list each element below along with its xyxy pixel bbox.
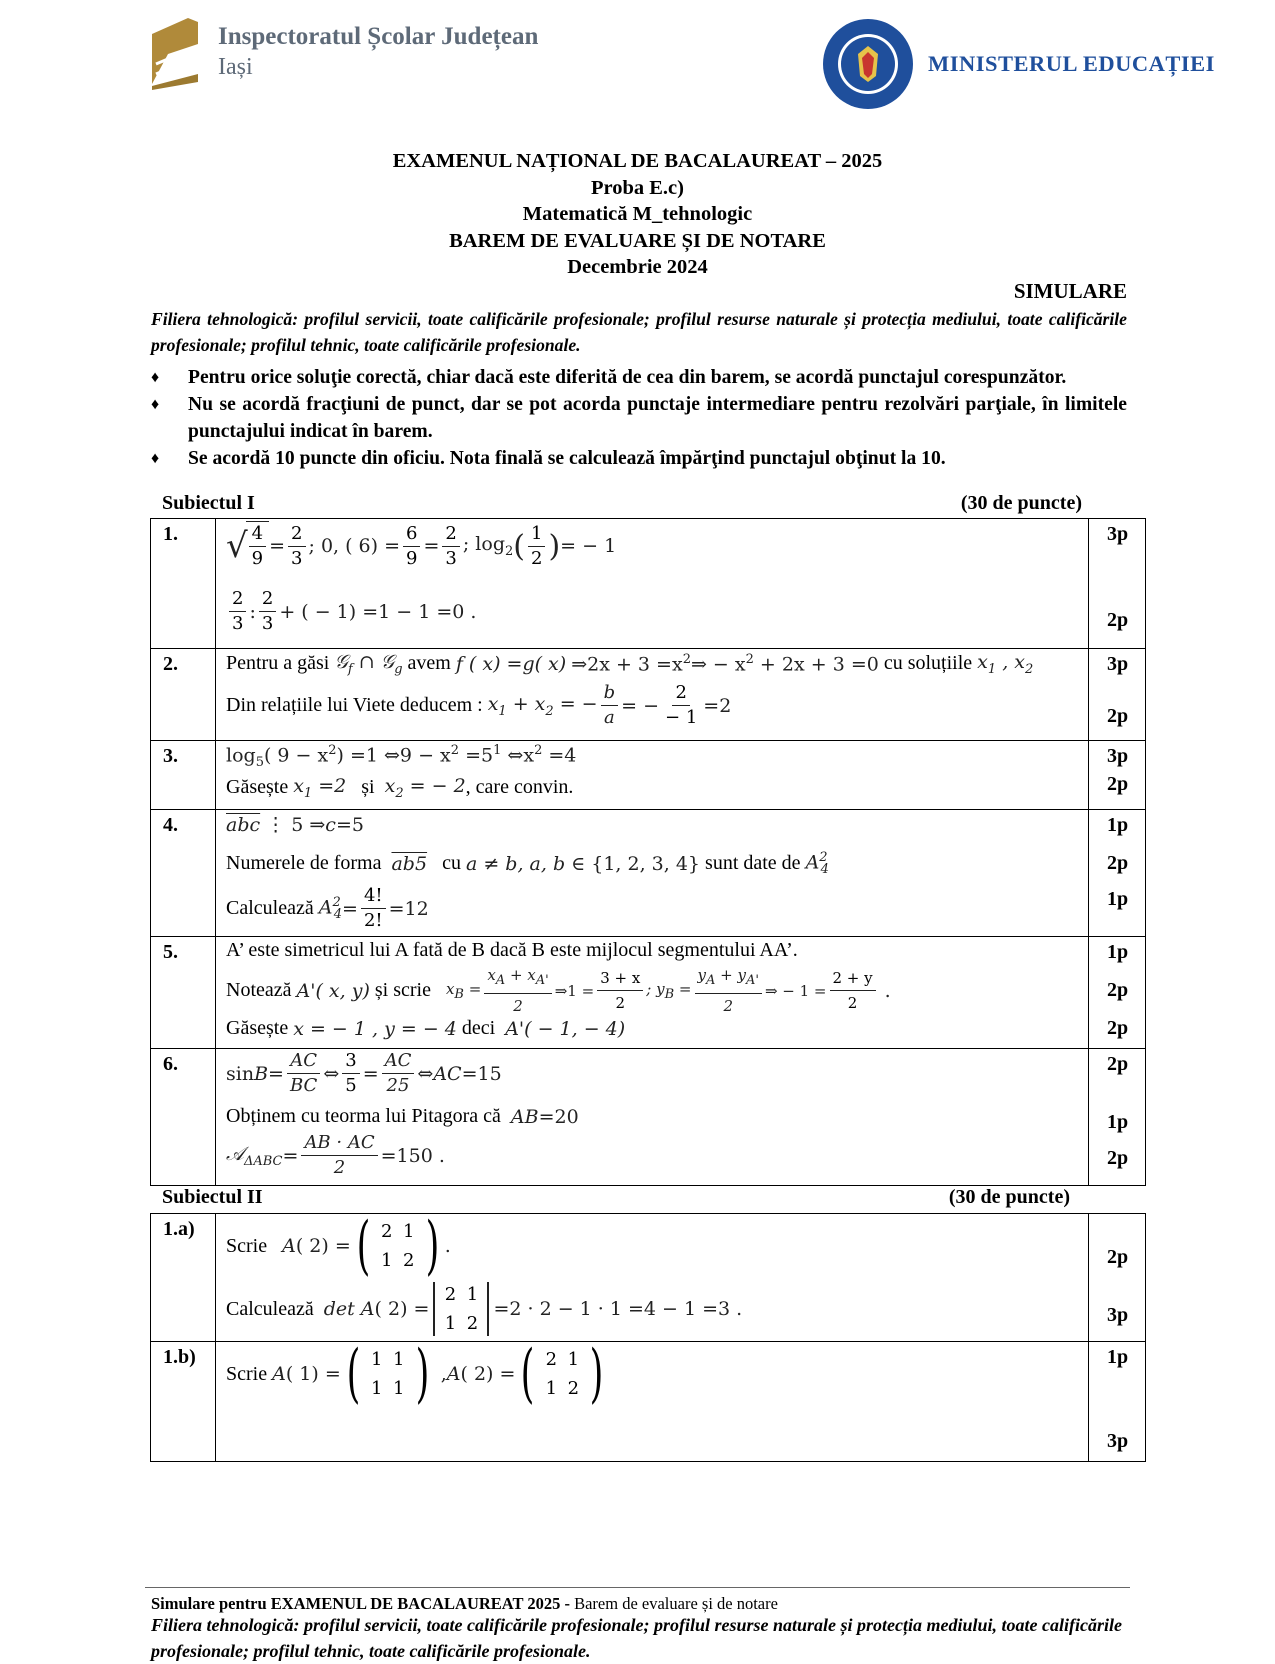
exam-probe: Proba E.c): [590, 176, 684, 199]
subject1-points: (30 de puncte): [960, 492, 1082, 514]
diamond-bullet-icon: ♦: [151, 369, 160, 386]
government-seal-icon: [822, 18, 914, 110]
formula-line: $\overline{abc}$ ⋮ 5 ⇒ c =5: [226, 814, 364, 836]
formula-line: Scrie A ( 2) = ( 2 1 1 2 ) .: [226, 1209, 451, 1283]
formula-line: Calculează det A ( 2) = 2 1 1 2 =2 · 2 − 1 · 1 =4 − 1 =3 .: [226, 1284, 743, 1334]
subject1-heading: [162, 492, 1082, 515]
table-row: [151, 741, 1146, 810]
formula-line: sin B = $\frac{AC}{BC}$ ⇔ $\frac{3}{5}$ = $\frac{AC}{25}$ ⇔ AC =15: [226, 1050, 502, 1096]
table-row: [151, 937, 1146, 1049]
item-number: 1.a): [151, 1214, 216, 1342]
formula-line: 𝒜$_{\Delta ABC}$ = $\frac{AB \cdot AC}{2}$ =150 .: [226, 1132, 445, 1178]
points-value: 1p: [1106, 888, 1129, 910]
footer-title: Simulare pentru EXAMENUL DE BACALAUREAT 2025 - Barem de evaluare și de notare: [151, 1594, 778, 1613]
diamond-bullet-icon: ♦: [151, 396, 160, 413]
points-value: 2p: [1106, 1017, 1129, 1039]
subject1-title: Subiectul I: [162, 492, 255, 514]
filiera-description: Filiera tehnologică: profilul servicii, toate calificările profesionale; profilul resurse naturale și protecția mediului, toate calificările profesionale; profilul tehnic, toate calificările profesionale.: [151, 309, 1127, 355]
exam-title-block: [0, 148, 1275, 281]
rule-item: ♦ Nu se acordă fracţiuni de punct, dar se pot acorda punctaje intermediare pentru rezolvări parţiale, în limitele punctajului indicat în barem.: [151, 391, 1127, 445]
exam-subject: Matematică M_tehnologic: [522, 203, 753, 225]
points-value: 2p: [1106, 773, 1129, 795]
subject2-table: [150, 1209, 1146, 1462]
exam-doc-type: BAREM DE EVALUARE ȘI DE NOTARE: [449, 229, 826, 252]
text-line: A’ este simetricul lui A fată de B dacă B este mijlocul segmentului AA’.: [226, 939, 798, 961]
subject2-points: (30 de puncte): [948, 1186, 1070, 1208]
table-row: [151, 810, 1146, 937]
formula-line: Găsește x = − 1 , y = − 4 deci A'( − 1, − 4): [226, 1017, 626, 1040]
subject2-heading: [162, 1186, 1070, 1209]
points-value: 1p: [1106, 1346, 1129, 1368]
isj-logo-icon: [148, 14, 202, 90]
formula-line: Din relațiile lui Viete deducem : $x_1 + x_2$ = − $\frac{b}{a}$ = − $\frac{2}{- 1}$ =2: [226, 682, 732, 728]
isj-name: Inspectoratul Școlar Județean: [218, 23, 539, 50]
table-row: [151, 519, 1146, 649]
points-value: 2p: [1106, 979, 1129, 1001]
item-number: 4.: [151, 810, 216, 937]
rule-item: ♦ Pentru orice soluţie corectă, chiar dacă este diferită de cea din barem, se acordă punctajul corespunzător.: [151, 364, 1127, 391]
points-value: 2p: [1106, 852, 1129, 874]
subject1-table: [150, 518, 1146, 1186]
points-value: 3p: [1106, 653, 1129, 675]
points-value: 1p: [1106, 941, 1129, 963]
points-value: 2p: [1106, 705, 1129, 727]
item-number: 5.: [151, 937, 216, 1049]
exam-date: Decembrie 2024: [567, 256, 708, 278]
rule-item: ♦ Se acordă 10 puncte din oficiu. Nota finală se calculează împărţind punctajul obţinut la 10.: [151, 445, 1127, 472]
formula-line: Pentru a găsi 𝒢$_f$ ∩ 𝒢$_g$ avem f ( x) =g( x) ⇒2x + $3 =x^2\Rightarrow - x^2 + 2x + 3 =0$ cu soluțiile $x_1$ , $x_2$: [226, 651, 1034, 677]
footer-divider: [145, 1587, 1130, 1588]
formula-line: Găsește $x_1 =2$ și $x_2$ = − 2 , care convin.: [226, 775, 574, 801]
formula-line: Calculează $A^2_4$ = $\frac{4!}{2!}$ =12: [226, 885, 429, 931]
points-value: 2p: [1106, 1053, 1129, 1075]
table-row: [151, 1214, 1146, 1342]
exam-title: EXAMENUL NAȚIONAL DE BACALAUREAT – 2025: [392, 150, 883, 172]
formula-line: Obținem cu teorma lui Pitagora că AB =20: [226, 1105, 579, 1128]
isj-header: [148, 14, 538, 90]
rules-list: [151, 364, 1127, 472]
diamond-bullet-icon: ♦: [151, 450, 160, 467]
ministry-header: [822, 18, 1215, 110]
isj-city: Iași: [218, 54, 253, 80]
table-row: [151, 649, 1146, 741]
ministry-name: MINISTERUL EDUCAȚIEI: [928, 51, 1215, 76]
item-number: 2.: [151, 649, 216, 741]
points-value: 2p: [1106, 1147, 1129, 1169]
subject2-title: Subiectul II: [162, 1186, 263, 1208]
points-value: 1p: [1106, 814, 1129, 836]
points-value: 2p: [1106, 609, 1129, 631]
table-row: [151, 1342, 1146, 1462]
formula-line: $\log_5$( $9 - x^2) =1$ ⇔9 − $x^2 =5^1$ $\Leftrightarrow x^2 =4$: [226, 743, 577, 771]
table-row: [151, 1049, 1146, 1186]
formula-line: $\frac{2}{3}$ : $\frac{2}{3}$ + ( − 1) =1 − 1 =0 .: [226, 587, 476, 636]
formula-line: Numerele de forma ab5 cu a ≠ b, a, b ∈ {1, 2, 3, 4} sunt date de $A^2_4$: [226, 850, 829, 878]
item-number: 3.: [151, 741, 216, 810]
footer-filiera: Filiera tehnologică: profilul servicii, toate calificările profesionale; profilul resurse naturale și protecția mediului, toate calificările profesionale; profilul tehnic, toate calificările profesionale.: [151, 1615, 1122, 1661]
points-value: 1p: [1106, 1111, 1129, 1133]
points-value: 3p: [1106, 1430, 1129, 1452]
formula-line: √ $\frac{4}{9}$ = $\frac{2}{3}$ ; 0, ( 6) = $\frac{6}{9}$ = $\frac{2}{3}$ ; $\log_2$ ( $\frac{1}{2}$ ) = − 1: [226, 522, 617, 569]
item-number: 1.b): [151, 1342, 216, 1462]
formula-line: Scrie A ( 1) = ( 1 1 1 1 ) , A ( 2) = ( 2 1 1 2 ): [226, 1337, 604, 1411]
points-value: 2p: [1106, 1246, 1129, 1268]
formula-line: Notează A'( x, y) și scrie $x_B$ = $\frac{x_A + x_{A'}}{2}$ ⇒1 = $\frac{3 + x}{2}$ ; $y_B$ = $\frac{y_A + y_{A'}}{2}$ ⇒ − 1 = $\frac{2 + y}{2}$ .: [226, 963, 891, 1018]
item-number: 6.: [151, 1049, 216, 1186]
item-number: 1.: [151, 519, 216, 649]
points-value: 3p: [1106, 1304, 1129, 1326]
simulation-tag: SIMULARE: [1013, 279, 1127, 303]
points-value: 3p: [1106, 745, 1129, 767]
points-value: 3p: [1106, 523, 1129, 545]
